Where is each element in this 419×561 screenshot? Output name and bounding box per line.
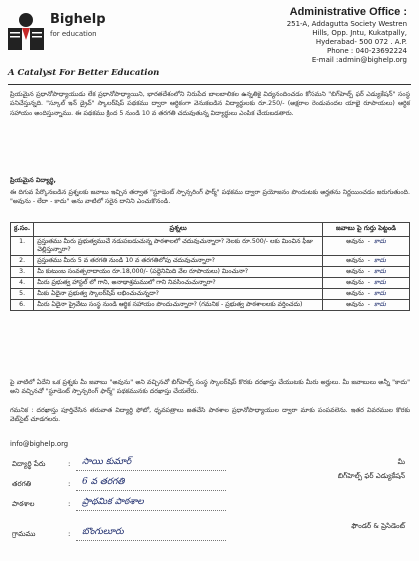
row-number: 3. [11, 267, 34, 278]
row-answer: అవును - కాదు [323, 300, 410, 311]
row-answer: అవును - కాదు [323, 267, 410, 278]
office-line: Hyderabad- 500 072 . A.P. [315, 38, 407, 46]
row-question: మీరు ప్రభుత్వ హాస్టల్ లో గాని, అనాథాశ్రమములో గాని నివసించుచున్నారా? [34, 278, 323, 289]
underline [76, 510, 226, 511]
yes-option[interactable]: అవును [346, 279, 364, 286]
row-question: ప్రస్తుతము మీరు 5 వ తరగతి నుండి 10 వ తరగతిలోపు చదువుచున్నారా? [34, 256, 323, 267]
row-number: 6. [11, 300, 34, 311]
school-row: పాఠశాల : ప్రాథమిక పాఠశాల [10, 498, 410, 514]
office-email: E-mail :admin@bighelp.org [311, 56, 407, 64]
student-name-label: విద్యార్థి పేరు [12, 460, 46, 468]
yours-label: మీ [397, 458, 405, 466]
table-row [11, 289, 410, 300]
no-option-marked[interactable]: కాదు [373, 279, 386, 286]
yes-option[interactable]: అవును [346, 257, 364, 264]
row-number: 1. [11, 237, 34, 256]
questions-table [10, 222, 410, 311]
tagline: A Catalyst For Better Education [8, 68, 160, 78]
header-divider [8, 84, 411, 85]
student-greeting: ప్రియమైన విద్యార్థి, [10, 177, 56, 184]
column-header-answer: జవాబు పై గుర్తు పెట్టండి [323, 223, 410, 237]
intro-paragraph: ప్రియమైన ప్రధానోపాధ్యాయుడు లేక ప్రధానోపాధ్యాయిని, భారతదేశంలోని నిరుపేద బాలబాలికల ఉన్నతికై విద్యనందించడం కోసమని "బిగ్‌హెల్ప్ ఫర్ ఎడ్యుకేషన్" సంస్థ పనిచేస్తున్నది. "స్కూల్ ఇన్ డ్రైవ్" స్కాలర్‌షిప్ పథకము ద్వారా ఆర్థికంగా వెనుకబడిన విద్యార్థులకు రూ.250/- (అక్షరాల రెండువందల యాభై రూపాయలు) ఆర్థిక సహాయం అందిస్తున్నాము. ఈ పథకము క్రింద 5 నుండి 10 వ తరగతి చదువుతున్న విద్యార్థులు ఎంపిక చేయబడతారు. [10, 91, 410, 117]
class-value[interactable]: 6 వ తరగతి [82, 477, 125, 487]
row-question: ప్రస్తుతము మీరు ప్రభుత్వముచే నడుపబడుచున్న పాఠశాలలో చదువుచున్నారా? నెలకు రూ.500/- లకు మించిన ఫీజు చెల్లిస్తున్నారా? [34, 237, 323, 256]
underline [76, 470, 226, 471]
row-question: మీ కుటుంబ సంవత్సరాదాయం రూ.18,000/- (పద్దెనిమిది వేల రూపాయలు) మించునా? [34, 267, 323, 278]
table-row [11, 267, 410, 278]
row-number: 2. [11, 256, 34, 267]
yes-option[interactable]: అవును [346, 268, 364, 275]
column-header-question: ప్రశ్నలు [34, 223, 323, 237]
row-answer: అవును - కాదు [323, 256, 410, 267]
underline [76, 540, 226, 541]
table-row [11, 237, 410, 256]
brand-name: Bighelp [50, 12, 106, 27]
row-number: 4. [11, 278, 34, 289]
table-row [11, 278, 410, 289]
student-name-value[interactable]: సాయి కుమార్ [82, 457, 132, 467]
founder-title: ఫౌండర్ & ప్రెసిడెంట్ [351, 522, 405, 530]
underline [76, 490, 226, 491]
village-row: గ్రామము : బొంగులూరు [10, 528, 410, 544]
no-option-marked[interactable]: కాదు [373, 238, 386, 245]
row-answer: అవును - కాదు [323, 289, 410, 300]
office-line: Hills, Opp. Jntu, Kukatpally, [312, 29, 407, 37]
class-label: తరగతి [12, 480, 32, 488]
contact-email[interactable]: info@bighelp.org [10, 440, 69, 448]
row-question: మీకు ఏదైనా ప్రభుత్వ స్కాలర్‌షిప్ లభించుచున్నదా? [34, 289, 323, 300]
office-address [257, 6, 407, 65]
bighelp-logo-icon [6, 10, 46, 58]
office-title: Administrative Office : [289, 6, 407, 18]
no-option-marked[interactable]: కాదు [373, 290, 386, 297]
row-question: మీరు ఏదైనా ప్రైవేటు సంస్థ నుండి ఆర్థిక సహాయం పొందుచున్నారా? (గమనిక - ప్రభుత్వ పాఠశాలలకు వర్తించదు) [34, 300, 323, 311]
logo-area [6, 4, 166, 72]
yes-option[interactable]: అవును [346, 301, 364, 308]
school-value[interactable]: ప్రాథమిక పాఠశాల [82, 497, 144, 507]
no-option-marked[interactable]: కాదు [373, 268, 386, 275]
brand-subtitle: for education [50, 30, 97, 38]
student-name-row: విద్యార్థి పేరు : సాయి కుమార్ [10, 458, 410, 474]
school-label: పాఠశాల [12, 500, 35, 508]
table-header-row [11, 223, 410, 237]
yes-option[interactable]: అవును [346, 238, 364, 245]
instructions-paragraph: ఈ దిగువ పేర్కొనబడిన ప్రశ్నలకు జవాబు ఇచ్చిన తర్వాత "స్టూడెంట్ స్పాన్సరింగ్ ఫార్మ్" పథకము ద్వారా ప్రయోజనం పొందుటకు అర్హతను నిర్ణయించడం జరుగుతుంది. "అవును - లేదా - కాదు" అను వాటిలో సరైన దానిని ఎంచుకొనండి. [10, 189, 410, 206]
yes-option[interactable]: అవును [346, 290, 364, 297]
row-answer: అవును - కాదు [323, 237, 410, 256]
class-row: తరగతి : 6 వ తరగతి [10, 478, 410, 494]
row-answer: అవును - కాదు [323, 278, 410, 289]
table-row [11, 256, 410, 267]
note-paragraph: గమనిక : దరఖాస్తు పూర్తిచేసిన తరువాత విద్యార్థి ఫోటో, ధృవపత్రాలు జతచేసి పాఠశాల ప్రధానోపాధ్యాయుల ద్వారా మాకు పంపవలెను. ఇతర వివరముల కొరకు వెబ్‌సైట్ చూడగలరు. [10, 407, 410, 424]
office-phone: Phone : 040-23692224 [326, 47, 407, 55]
no-option-marked[interactable]: కాదు [373, 301, 386, 308]
column-header-number: క్ర.సం. [11, 223, 34, 237]
row-number: 5. [11, 289, 34, 300]
organization-signature: బిగ్‌హెల్ప్ ఫర్ ఎడ్యుకేషన్ [337, 472, 405, 480]
office-line: 251-A, Addagutta Society Westren [286, 20, 407, 28]
eligibility-paragraph: పై వాటిలో ఏదేని ఒక ప్రశ్నకు మీ జవాబు "అవును" అని వచ్చినచో బిగ్‌హెల్ప్ సంస్థ స్కాలర్‌షిప్ కొరకు దరఖాస్తు చేయుటకు మీరు అర్హులు. మీ జవాబులు అన్నీ "కాదు" అని వచ్చినచో "స్టూడెంట్ స్పాన్సరింగ్ ఫార్మ్" పథకమునకు దరఖాస్తు చేయలేరు. [10, 379, 410, 396]
village-value[interactable]: బొంగులూరు [82, 527, 124, 537]
no-option-marked[interactable]: కాదు [373, 257, 386, 264]
table-row [11, 300, 410, 311]
village-label: గ్రామము [12, 530, 36, 538]
